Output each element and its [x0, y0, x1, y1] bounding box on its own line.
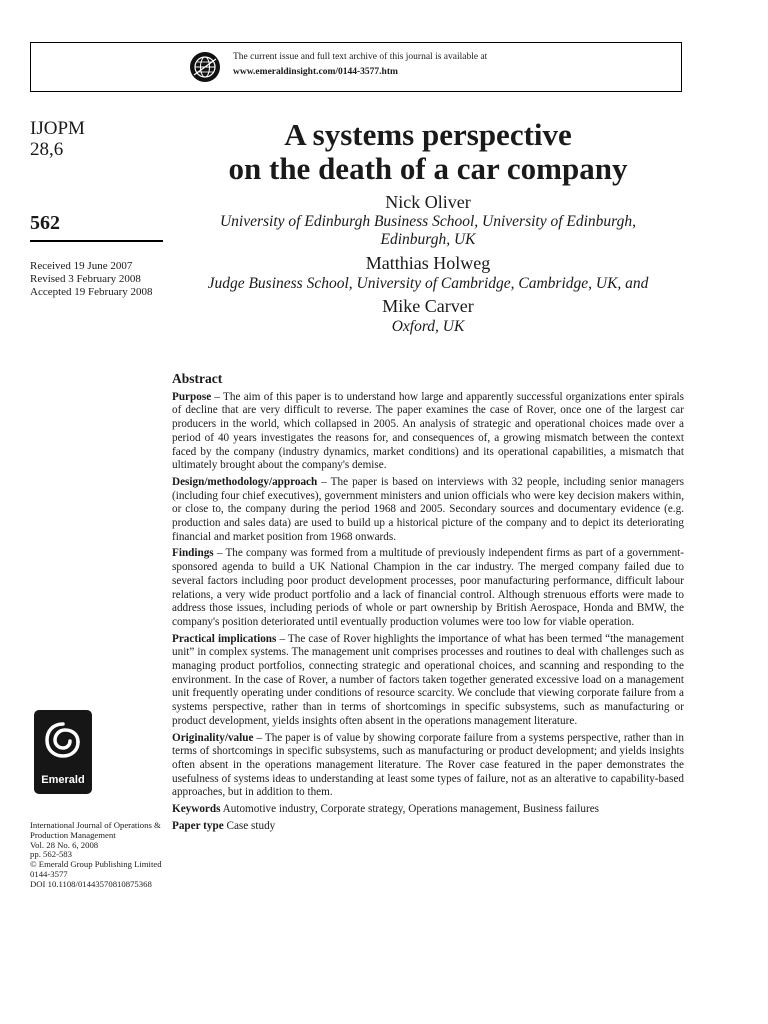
abstract-heading: Abstract	[172, 371, 223, 386]
paper-title-line-1: A systems perspective	[284, 117, 572, 152]
practical-text: – The case of Rover highlights the importance of what has been termed “the management unit” in complex systems. The management unit comprises processes and routines to deal with challenges such as managing product portfolios, connecting strategic and operational choices, and scanning and responding to the environment. In the case of Rover, a number of factors taken together generated excessive load on a management unit frequently operating under conditions of resource scarcity. We conclude that viewing corporate failure from a systems perspective, rather than in terms of shortcomings in specific subsystems, such as manufacturing or product development, yields insights often absent in the operations management literature.	[172, 632, 684, 727]
revised-date: Revised 3 February 2008	[30, 273, 141, 285]
citation-line: Vol. 28 No. 6, 2008	[30, 839, 99, 850]
author-affiliation: University of Edinburgh Business School, University of Edinburgh,	[219, 213, 637, 230]
paper-type	[172, 820, 684, 834]
citation-line: pp. 562-583	[30, 849, 72, 860]
submission-dates	[30, 260, 153, 299]
keywords-text: Automotive industry, Corporate strategy, Operations management, Business failures	[220, 803, 600, 816]
abstract-section	[172, 372, 684, 837]
author-affiliation: Oxford, UK	[391, 318, 465, 335]
originality-text: – The paper is of value by showing corporate failure from a systems perspective, rather than in terms of shortcomings in specific subsystems, such as manufacturing or product development; and yields insights often absent in the operations management literature. The Rover case featured in the paper demonstrates the usefulness of systems ideas to understanding at least some types of failure, not as an alterative to capability-based approaches, but in addition to them.	[172, 731, 684, 799]
author-affiliation: Judge Business School, University of Cambridge, Cambridge, UK, and	[207, 275, 649, 292]
citation-doi: DOI 10.1108/01443570810875368	[30, 878, 152, 889]
author-affiliation: Edinburgh, UK	[380, 231, 476, 248]
citation-line: Production Management	[30, 829, 116, 840]
emerald-logo-text: Emerald	[41, 774, 85, 786]
abstract-design	[172, 476, 684, 545]
design-label: Design/methodology/approach	[172, 475, 318, 488]
globe-icon	[189, 51, 221, 83]
findings-text: – The company was formed from a multitude of previously independent firms as part of a government-sponsored agenda to build a UK National Champion in the car industry. The merged company failed due to several factors including poor product development processes, poor manufacturing performance, difficult labour relations, a very wide product portfolio and a lack of financial control. Although strenuous efforts were made to address those issues, including periods of whole or part ownership by British Aerospace, Honda and BMW, the company's position deteriorated until eventually production volumes were too low for viable operation.	[172, 547, 684, 628]
author-name: Nick Oliver	[385, 192, 471, 212]
banner-url-link[interactable]: www.emeraldinsight.com/0144-3577.htm	[233, 67, 398, 77]
citation-line: 0144-3577	[30, 868, 68, 879]
journal-volume: 28,6	[30, 139, 64, 160]
citation-block	[30, 821, 162, 890]
author-name: Mike Carver	[382, 296, 474, 316]
page-number-divider	[30, 240, 163, 242]
abstract-purpose	[172, 391, 684, 473]
citation-line: © Emerald Group Publishing Limited	[30, 859, 162, 870]
originality-label: Originality/value	[172, 731, 254, 744]
paper-title-line-2: on the death of a car company	[228, 151, 628, 186]
citation-line: International Journal of Operations &	[30, 820, 161, 830]
journal-archive-banner	[30, 42, 682, 92]
author-name: Matthias Holweg	[365, 253, 491, 273]
abstract-originality	[172, 732, 684, 801]
keywords	[172, 803, 684, 817]
purpose-text: – The aim of this paper is to understand how large and apparently successful organizations enter spirals of decline that are very difficult to reverse. The paper examines the case of Rover, once one of the largest car producers in the world, which collapsed in 2005. An analysis of strategic and operational choices made over a period of 40 years investigates the reasons for, and consequences of, a growing mismatch between the context faced by the company (industry dynamics, market conditions) and its operational capabilities, a mismatch that ultimately brought about the company's demise.	[172, 390, 684, 472]
received-date: Received 19 June 2007	[30, 260, 133, 272]
accepted-date: Accepted 19 February 2008	[30, 286, 153, 298]
abstract-practical-implications	[172, 633, 684, 729]
paper-type-text: Case study	[223, 819, 276, 832]
abstract-findings	[172, 547, 684, 629]
practical-label: Practical implications	[172, 632, 277, 645]
page-number: 562	[30, 212, 60, 234]
purpose-label: Purpose	[172, 390, 212, 403]
paper-type-label: Paper type	[172, 819, 224, 832]
emerald-logo	[34, 710, 92, 794]
emerald-swirl-icon	[43, 718, 83, 766]
keywords-label: Keywords	[172, 803, 221, 816]
design-text: – The paper is based on interviews with 32 people, including senior managers (including four chief executives), government ministers and union officials who were key decision makers within, or close to, the company during the period 1968 and 2005. Secondary sources and documentary evidence (e.g. production and sales data) are used to build up a historical picture of the company and to depict its deteriorating financial and market position from 1968 onwards.	[172, 475, 684, 543]
journal-abbreviation: IJOPM	[30, 118, 85, 139]
banner-text: The current issue and full text archive of this journal is available at	[233, 52, 488, 62]
findings-label: Findings	[172, 547, 214, 560]
